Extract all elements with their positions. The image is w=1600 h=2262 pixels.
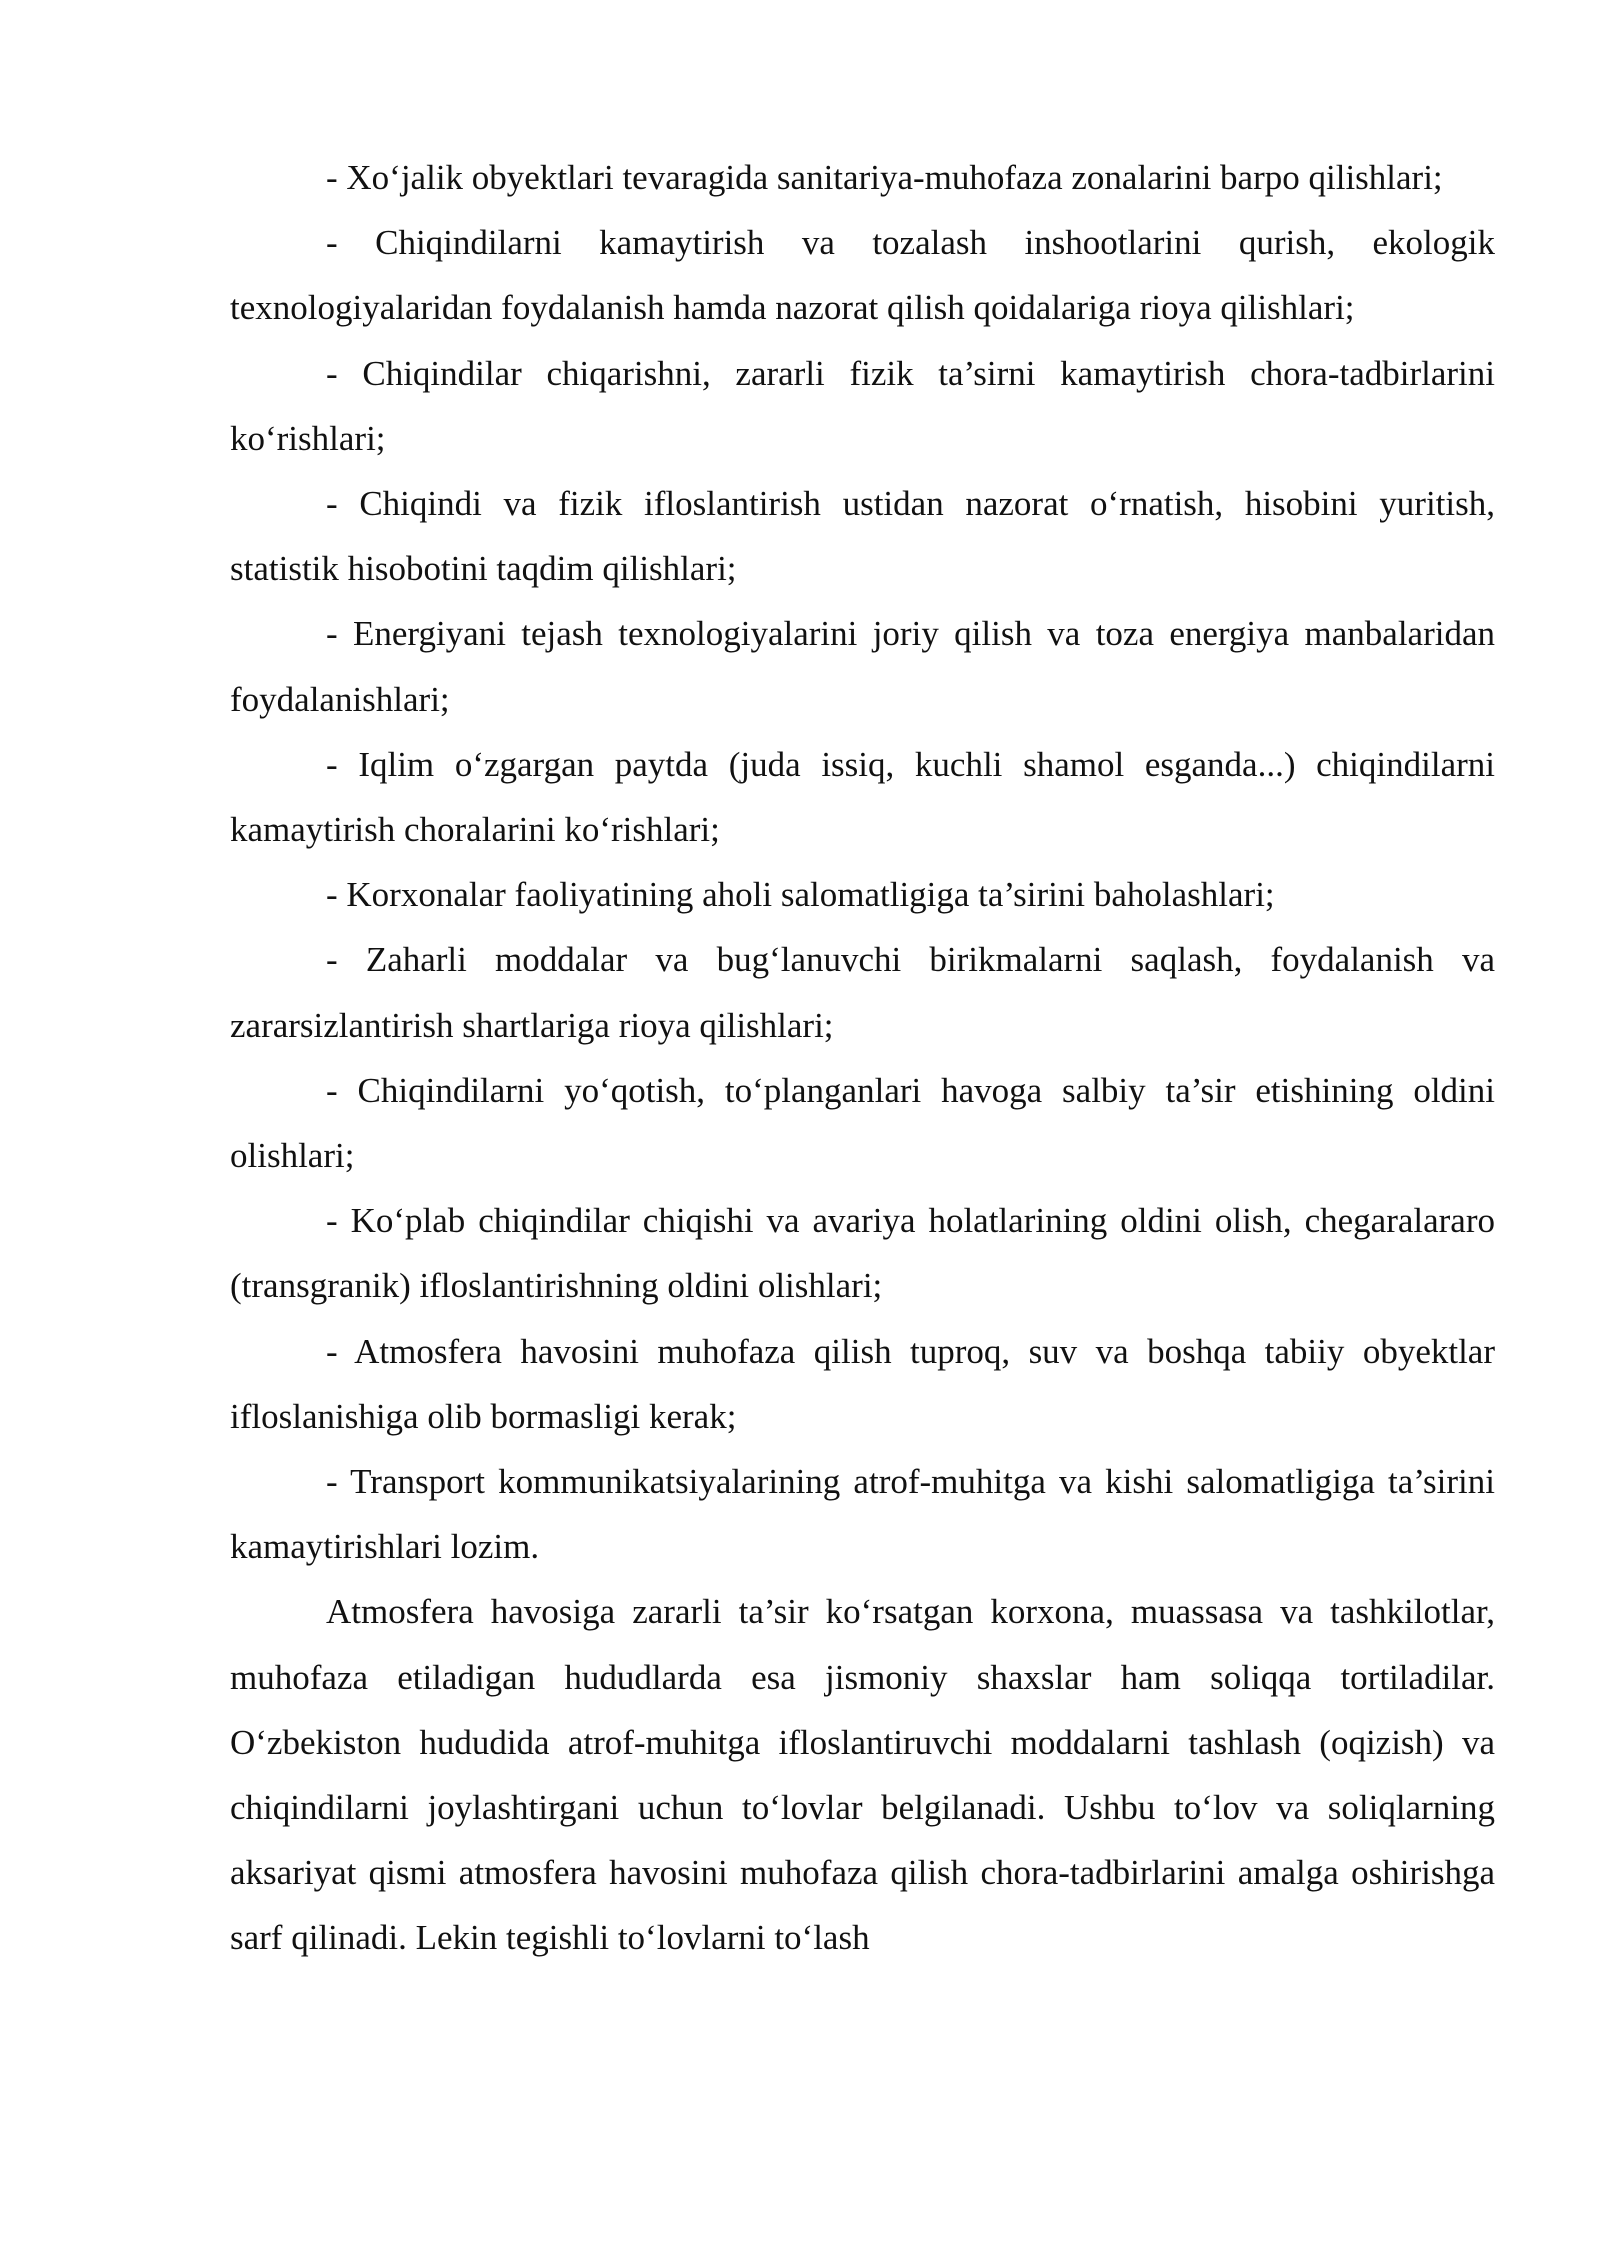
paragraph-energy-saving: - Energiyani tejash texnologiyalarini joriy qilish va toza energiya manbalaridan foydalanishlari;	[230, 614, 1495, 719]
paragraph-accident-prevention: - Ko‘plab chiqindilar chiqishi va avariya holatlarining oldini olish, chegaralararo (transgranik) ifloslantirishning oldini olishlari;	[230, 1201, 1495, 1306]
paragraph-reduce-emissions: - Chiqindilar chiqarishni, zararli fizik ta’sirni kamaytirish chora-tadbirlarini ko‘rishlari;	[230, 353, 1495, 458]
paragraph-toxic-substances: - Zaharli moddalar va bug‘lanuvchi birikmalarni saqlash, foydalanish va zararsizlantirish shartlariga rioya qilishlari;	[230, 940, 1495, 1045]
paragraph-sanitary-zones: - Xo‘jalik obyektlari tevaragida sanitariya-muhofaza zonalarini barpo qilishlari;	[326, 158, 1443, 197]
document-page	[230, 145, 1495, 1971]
paragraph-waste-disposal: - Chiqindilarni yo‘qotish, to‘planganlari havoga salbiy ta’sir etishining oldini olishlari;	[230, 1070, 1495, 1176]
paragraph-taxation: Atmosfera havosiga zararli ta’sir ko‘rsatgan korxona, muassasa va tashkilotlar, muhofaza etiladigan hududlarda esa jismoniy shaxslar ham soliqqa tortiladilar. O‘zbekiston hududida atrof-muhitga ifloslantiruvchi moddalarni tashlash (oqizish) va chiqindilarni joylashtirgani uchun to‘lovlar belgilanadi. Ushbu to‘lov va soliqlarning aksariyat qismi atmosfera havosini muhofaza qilish chora-tadbirlarini amalga oshirishga sarf qilinadi. Lekin tegishli to‘lovlarni to‘lash	[230, 1592, 1495, 1958]
paragraph-pollution-control: - Chiqindi va fizik ifloslantirish ustidan nazorat o‘rnatish, hisobini yuritish, statistik hisobotini taqdim qilishlari;	[230, 484, 1495, 589]
paragraph-waste-reduction-facilities: - Chiqindilarni kamaytirish va tozalash inshootlarini qurish, ekologik texnologiyalaridan foydalanish hamda nazorat qilish qoidalariga rioya qilishlari;	[230, 223, 1495, 328]
paragraph-transport-impact: - Transport kommunikatsiyalarining atrof-muhitga va kishi salomatligiga ta’sirini kamaytirishlari lozim.	[230, 1462, 1495, 1567]
paragraph-climate-measures: - Iqlim o‘zgargan paytda (juda issiq, kuchli shamol esganda...) chiqindilarni kamaytirish choralarini ko‘rishlari;	[230, 744, 1495, 850]
paragraph-air-protection: - Atmosfera havosini muhofaza qilish tuproq, suv va boshqa tabiiy obyektlar ifloslanishiga olib bormasligi kerak;	[230, 1331, 1495, 1436]
paragraph-health-impact: - Korxonalar faoliyatining aholi salomatligiga ta’sirini baholashlari;	[326, 875, 1275, 915]
